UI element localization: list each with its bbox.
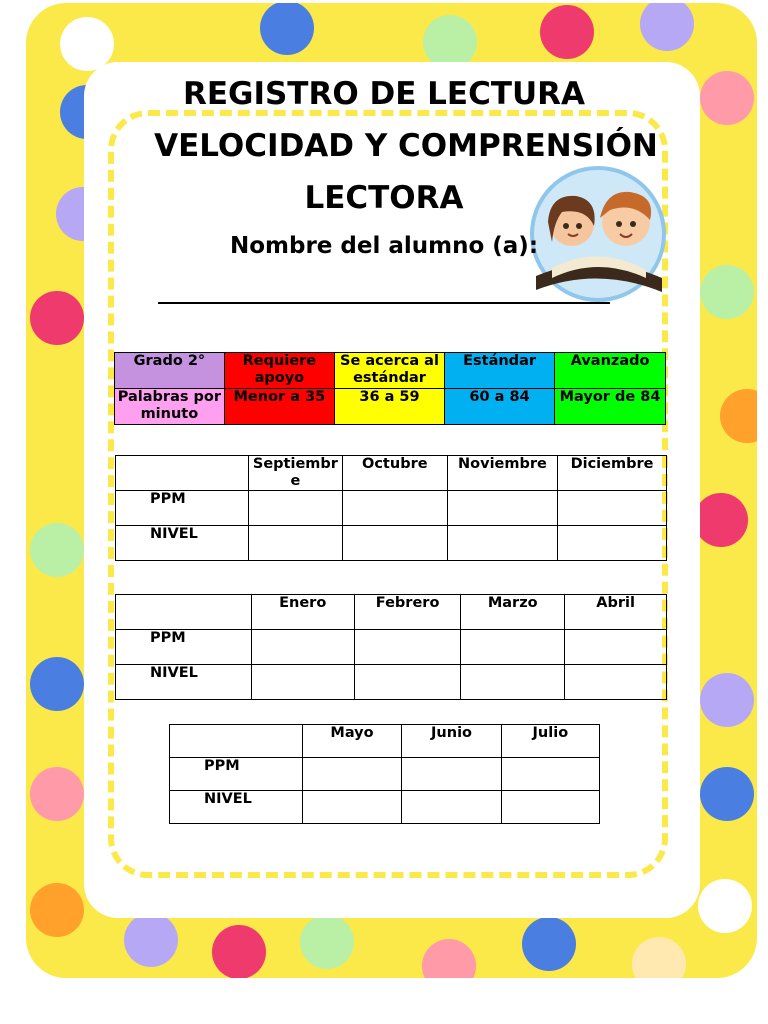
polka-dot — [300, 915, 354, 969]
polka-dot — [698, 879, 752, 933]
entry-cell[interactable] — [402, 791, 501, 824]
entry-cell[interactable] — [354, 665, 460, 700]
entry-cell[interactable] — [249, 491, 343, 526]
month-header: Octubre — [342, 456, 447, 491]
entry-cell[interactable] — [402, 758, 501, 791]
table-row — [170, 758, 600, 791]
polka-dot — [632, 937, 686, 978]
month-header: Mayo — [302, 725, 402, 758]
table-row — [116, 665, 667, 700]
legend-cell: 60 a 84 — [445, 389, 555, 425]
row-label: NIVEL — [116, 526, 249, 561]
polka-dot — [212, 925, 266, 978]
polka-dot — [30, 523, 84, 577]
polka-dot — [700, 673, 754, 727]
entry-cell[interactable] — [251, 630, 354, 665]
polka-dot — [422, 939, 476, 978]
table-header-row — [116, 456, 667, 491]
entry-cell[interactable] — [302, 791, 402, 824]
entry-cell[interactable] — [501, 791, 599, 824]
entry-cell[interactable] — [558, 491, 667, 526]
polka-dot — [423, 15, 477, 69]
entry-cell[interactable] — [558, 526, 667, 561]
legend-cell: Menor a 35 — [224, 389, 334, 425]
student-name-label: Nombre del alumno (a): — [229, 233, 539, 259]
empty-header-cell — [170, 725, 303, 758]
months-table-2 — [115, 594, 667, 700]
legend-cell: Requiere apoyo — [224, 353, 334, 389]
entry-cell[interactable] — [447, 526, 557, 561]
polka-dot — [700, 767, 754, 821]
polka-dot — [260, 3, 314, 55]
polka-dot — [700, 265, 754, 319]
polka-dot — [720, 389, 757, 443]
month-header: Diciembre — [558, 456, 667, 491]
entry-cell[interactable] — [565, 630, 667, 665]
entry-cell[interactable] — [251, 665, 354, 700]
entry-cell[interactable] — [501, 758, 599, 791]
polka-dot — [30, 291, 84, 345]
entry-cell[interactable] — [565, 665, 667, 700]
entry-cell[interactable] — [342, 526, 447, 561]
entry-cell[interactable] — [461, 665, 565, 700]
month-header: Septiembre — [249, 456, 343, 491]
polka-dot — [124, 913, 178, 967]
title-line-2: VELOCIDAD Y COMPRENSIÓN — [154, 128, 658, 164]
row-label: NIVEL — [170, 791, 303, 824]
month-header: Febrero — [354, 595, 460, 630]
legend-cell: Avanzado — [555, 353, 666, 389]
legend-cell: Estándar — [445, 353, 555, 389]
polka-dot — [30, 883, 84, 937]
row-label: PPM — [116, 491, 249, 526]
row-label: PPM — [170, 758, 303, 791]
empty-header-cell — [116, 595, 252, 630]
entry-cell[interactable] — [447, 491, 557, 526]
month-header: Julio — [501, 725, 599, 758]
legend-row — [115, 353, 666, 389]
table-row — [116, 491, 667, 526]
polka-dot — [700, 71, 754, 125]
row-label: PPM — [116, 630, 252, 665]
entry-cell[interactable] — [354, 630, 460, 665]
empty-header-cell — [116, 456, 249, 491]
legend-row — [115, 389, 666, 425]
title-line-3: LECTORA — [304, 180, 464, 216]
polka-dot — [522, 917, 576, 971]
title-line-1: REGISTRO DE LECTURA — [182, 76, 586, 112]
table-row — [116, 526, 667, 561]
polka-dot — [30, 657, 84, 711]
polka-dot — [694, 493, 748, 547]
entry-cell[interactable] — [461, 630, 565, 665]
months-table-1 — [115, 455, 667, 561]
polka-dot — [30, 767, 84, 821]
month-header: Noviembre — [447, 456, 557, 491]
month-header: Marzo — [461, 595, 565, 630]
entry-cell[interactable] — [342, 491, 447, 526]
table-header-row — [170, 725, 600, 758]
legend-cell: Se acerca al estándar — [334, 353, 444, 389]
month-header: Enero — [251, 595, 354, 630]
entry-cell[interactable] — [249, 526, 343, 561]
polka-dot — [540, 5, 594, 59]
level-legend-table — [114, 352, 666, 425]
legend-cell: Palabras por minuto — [115, 389, 225, 425]
polka-dot — [640, 3, 694, 51]
legend-cell: Grado 2° — [115, 353, 225, 389]
table-header-row — [116, 595, 667, 630]
student-name-line[interactable] — [158, 302, 610, 304]
entry-cell[interactable] — [302, 758, 402, 791]
month-header: Abril — [565, 595, 667, 630]
row-label: NIVEL — [116, 665, 252, 700]
legend-cell: Mayor de 84 — [555, 389, 666, 425]
month-header: Junio — [402, 725, 501, 758]
table-row — [116, 630, 667, 665]
months-table-3 — [169, 724, 600, 824]
table-row — [170, 791, 600, 824]
legend-cell: 36 a 59 — [334, 389, 444, 425]
